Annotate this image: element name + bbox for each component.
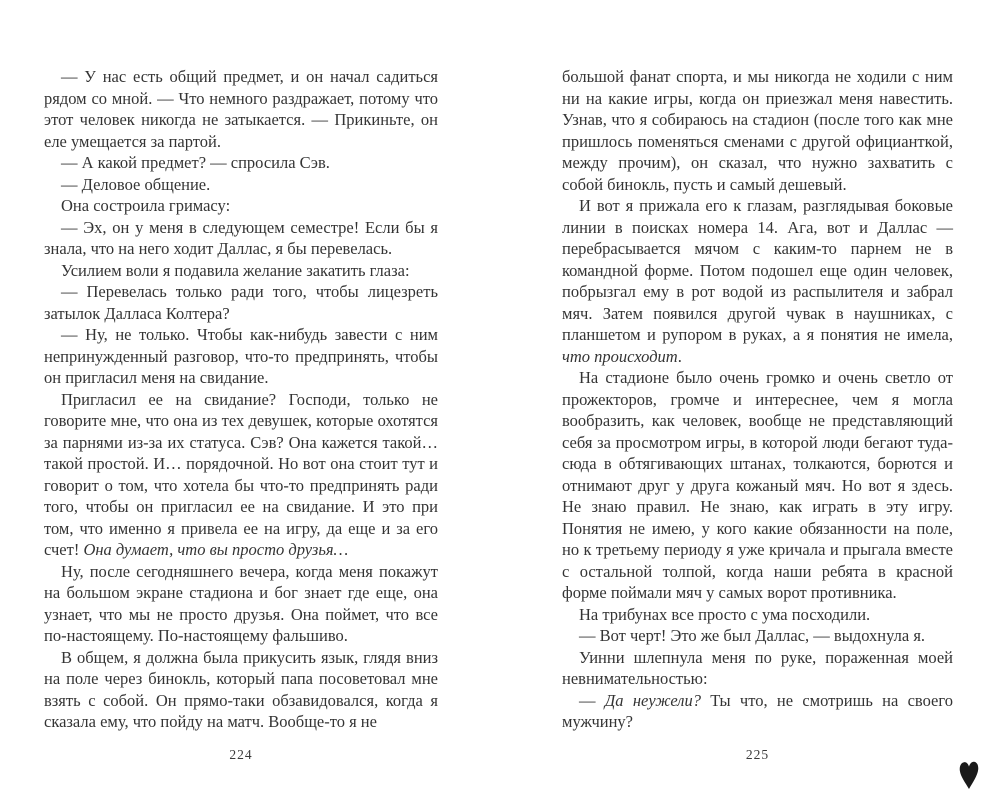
- paragraph: [562, 66, 953, 195]
- left-page-text: [44, 66, 438, 733]
- text-segment: В общем, я должна была прикусить язык, глядя вниз на поле через бинокль, который папа посоветовал мне взять с собой. Он прямо-таки обзавидовался, когда я сказала ему, что пойду на матч. Вообще-то я не: [44, 647, 438, 731]
- text-segment: — Деловое общение.: [61, 174, 211, 194]
- text-segment: — Перевелась только ради того, чтобы лицезреть затылок Далласа Колтера?: [44, 282, 438, 323]
- paragraph: [44, 324, 438, 389]
- text-segment: — Вот черт! Это же был Даллас, — выдохнула я.: [579, 626, 926, 645]
- left-page-number: 224: [229, 747, 253, 762]
- paragraph: [562, 625, 953, 647]
- text-segment: На стадионе было очень громко и очень светло от прожекторов, громче и интереснее, чем я могла вообразить, как человек, вообще не представляющий себя за просмотром игры, в которой люди бегают туда-сюда в обтягивающих штанах, толкаются, борются и отнимают друг у друга кожаный мяч. Но вот я здесь. Не знаю правил. Не знаю, как играть в эту игру. Понятия не имею, у кого какие обязанности на поле, но к третьему периоду я уже кричала и прыгала вместе с остальной толпой, когда наши ребята в красной форме поймали мяч у самых ворот противника.: [562, 368, 953, 602]
- paragraph: [562, 647, 953, 690]
- italic-text-segment: Да неужели?: [604, 690, 701, 710]
- text-segment: На трибунах все просто с ума посходили.: [579, 604, 871, 624]
- paragraph: [562, 604, 953, 626]
- right-page-number: 225: [745, 747, 770, 762]
- paragraph: [44, 647, 438, 733]
- text-segment: — У нас есть общий предмет, и он начал садиться рядом со мной. — Что немного раздражает, потому что этот человек никогда не затыкается. — Прикиньте, он еле умещается за партой.: [44, 67, 438, 151]
- paragraph: [44, 174, 438, 196]
- paragraph: [562, 195, 953, 367]
- paragraph: [44, 389, 438, 561]
- text-segment: Усилием воли я подавила желание закатить глаза:: [61, 260, 410, 280]
- paragraph: [44, 217, 438, 260]
- paragraph: [562, 690, 953, 733]
- text-segment: — Ну, не только. Чтобы как-нибудь завести с ним непринужденный разговор, что-то предпринять, чтобы он пригласил меня на свидание.: [44, 325, 438, 387]
- italic-text-segment: Она думает, что вы просто друзья…: [83, 540, 349, 559]
- text-segment: .: [677, 346, 682, 366]
- text-segment: — А какой предмет? — спросила Сэв.: [61, 153, 330, 172]
- paragraph: [44, 561, 438, 647]
- paragraph: [44, 260, 438, 282]
- paragraph: [44, 152, 438, 174]
- paragraph: [44, 195, 438, 217]
- heart-icon: [959, 760, 979, 790]
- text-segment: И вот я прижала его к глазам, разглядывая боковые линии в поисках номера 14. Ага, вот и Даллас — перебрасывается мячом с каким-то парнем не в командной форме. Потом подошел еще один человек, побрызгал ему в рот водой из распылителя и забрал мяч. Затем появился другой чувак в наушниках, с планшетом и рупором в руках, а я понятия не имела,: [562, 196, 953, 344]
- text-segment: Она состроила гримасу:: [61, 196, 231, 215]
- italic-text-segment: что происходит: [562, 346, 678, 366]
- text-segment: Ты что, не смотришь на своего мужчину?: [562, 690, 953, 731]
- text-segment: Пригласил ее на свидание? Господи, только не говорите мне, что она из тех девушек, которые охотятся за парнями из-за их статуса. Сэв? Она кажется такой… такой простой. И… порядочной. Но вот она стоит тут и говорит о том, что хотела бы что-то предпринять ради того, чтобы он пригласил ее на свидание. И это при том, что именно я привела ее на игру, да еще и за его счет!: [44, 389, 438, 559]
- paragraph: [44, 66, 438, 152]
- text-segment: Уинни шлепнула меня по руке, пораженная моей невнимательностью:: [562, 647, 953, 688]
- text-segment: —: [579, 690, 605, 710]
- paragraph: [44, 281, 438, 324]
- text-segment: — Эх, он у меня в следующем семестре! Если бы я знала, что на него ходит Даллас, я бы перевелась.: [44, 217, 438, 258]
- paragraph: [562, 367, 953, 604]
- text-segment: Ну, после сегодняшнего вечера, когда меня покажут на большом экране стадиона и бог знает где еще, она узнает, что мы не просто друзья. Она поймет, что все по-настоящему. По-настоящему фальшиво.: [44, 561, 438, 645]
- text-segment: большой фанат спорта, и мы никогда не ходили с ним ни на какие игры, когда он приезжал меня навестить. Узнав, что я собираюсь на стадион (после того как мне пришлось поменяться сменами с другой официанткой, между прочим), он сказал, что нужно захватить с собой бинокль, пусть и самый дешевый.: [562, 67, 953, 194]
- heart-icon-shape: [960, 762, 979, 789]
- right-page-text: [562, 66, 953, 733]
